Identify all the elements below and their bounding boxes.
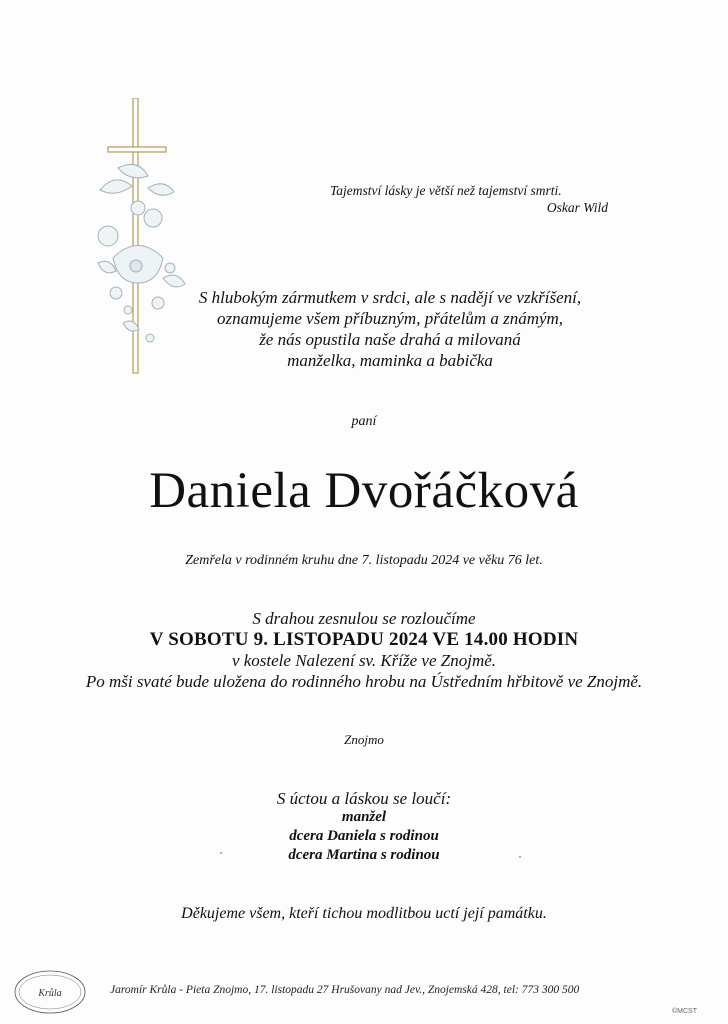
ceremony-location: v kostele Nalezení sv. Kříže ve Znojmě. xyxy=(231,651,497,670)
ceremony-info xyxy=(0,608,728,692)
announcement-line: manželka, maminka a babička xyxy=(287,351,493,370)
mourners-lead: S úctou a láskou se loučí: xyxy=(276,789,452,808)
burial-note: Po mši svaté bude uložena do rodinného hrobu na Ústředním hřbitově ve Znojmě. xyxy=(85,672,643,691)
place-name: Znojmo xyxy=(344,732,384,747)
memorial-quote xyxy=(330,182,630,216)
mourner-item: dcera Daniela s rodinou xyxy=(289,828,439,844)
corner-mark: ©MCST xyxy=(672,1008,697,1015)
stamp-brand: Krůla xyxy=(38,988,62,999)
funeral-service-stamp xyxy=(12,968,88,1016)
death-note: Zemřela v rodinném kruhu dne 7. listopadu 2024 ve věku 76 let. xyxy=(185,553,543,568)
mourner-item: manžel xyxy=(341,809,387,825)
announcement-line: oznamujeme všem příbuzným, přátelům a známým, xyxy=(216,309,564,328)
announcement-line: že nás opustila naše drahá a milovaná xyxy=(259,330,521,349)
mourners-block xyxy=(0,789,728,865)
ceremony-datetime: V SOBOTU 9. LISTOPADU 2024 VE 14.00 HODIN xyxy=(149,629,579,650)
announcement-line: S hlubokým zármutkem v srdci, ale s nadějí ve vzkříšení, xyxy=(198,288,582,307)
ceremony-intro: S drahou zesnulou se rozloučíme xyxy=(252,609,476,628)
mourner-item: dcera Martina s rodinou xyxy=(288,847,440,863)
deceased-name: Daniela Dvořáčková xyxy=(149,463,579,519)
scan-speck xyxy=(519,856,521,858)
thanks-note: Děkujeme všem, kteří tichou modlitbou uctí její památku. xyxy=(181,905,547,922)
announcement-text xyxy=(180,287,600,371)
quote-author: Oskar Wild xyxy=(546,200,608,215)
footer-contact: Jaromír Krůla - Pieta Znojmo, 17. listopadu 27 Hrušovany nad Jev., Znojemská 428, tel: 773 300 500 xyxy=(110,984,580,996)
quote-text: Tajemství lásky je větší než tajemství smrti. xyxy=(330,183,562,198)
honorific: paní xyxy=(351,414,377,429)
scan-speck xyxy=(220,852,222,854)
flower-bouquet-icon xyxy=(98,164,185,342)
